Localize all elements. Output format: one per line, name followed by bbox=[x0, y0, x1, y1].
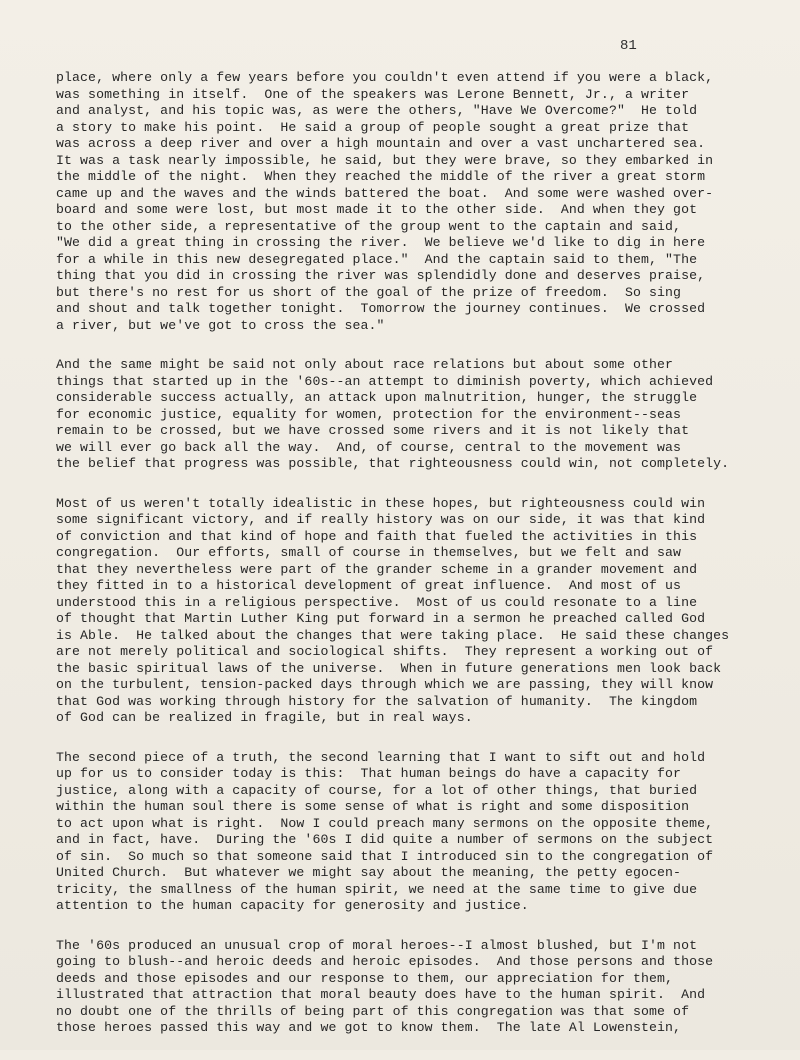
text-line: Most of us weren't totally idealistic in these hopes, but righteousness could win bbox=[56, 495, 706, 511]
text-line: deeds and those episodes and our response to them, our appreciation for them, bbox=[56, 970, 674, 986]
text-line: "We did a great thing in crossing the river. We believe we'd like to dig in here bbox=[56, 235, 706, 250]
text-line: considerable success actually, an attack upon malnutrition, hunger, the struggle bbox=[56, 390, 698, 405]
text-line: attention to the human capacity for generosity and justice. bbox=[56, 898, 529, 913]
paragraph bbox=[56, 750, 756, 915]
text-line: for a while in this new desegregated place." And the captain said to them, "The bbox=[56, 251, 698, 267]
text-line: and analyst, and his topic was, as were the others, "Have We Overcome?" He told bbox=[56, 103, 698, 118]
text-line: that God was working through history for the salvation of humanity. The kingdom bbox=[56, 693, 698, 709]
paragraph bbox=[56, 70, 756, 334]
page-number: 81 bbox=[620, 38, 637, 54]
text-line: we will ever go back all the way. And, of course, central to the movement was bbox=[56, 439, 682, 455]
paragraph bbox=[56, 357, 756, 473]
text-line: of conviction and that kind of hope and faith that fueled the activities in this bbox=[56, 528, 698, 544]
text-line: of God can be realized in fragile, but in real ways. bbox=[56, 710, 473, 725]
text-line: no doubt one of the thrills of being part of this congregation was that some of bbox=[56, 1003, 690, 1019]
text-line: going to blush--and heroic deeds and heroic episodes. And those persons and those bbox=[56, 954, 714, 969]
text-line: justice, along with a capacity of course, for a lot of other things, that buried bbox=[56, 782, 698, 798]
paragraph bbox=[56, 496, 756, 727]
text-line: congregation. Our efforts, small of course in themselves, but we felt and saw bbox=[56, 545, 682, 560]
text-line: remain to be crossed, but we have crossed some rivers and it is not likely that bbox=[56, 423, 690, 438]
text-line: tricity, the smallness of the human spirit, we need at the same time to give due bbox=[56, 881, 698, 897]
text-line: the belief that progress was possible, that righteousness could win, not completely. bbox=[56, 456, 730, 471]
text-line: came up and the waves and the winds battered the boat. And some were washed over- bbox=[56, 185, 714, 201]
text-line: It was a task nearly impossible, he said, but they were brave, so they embarked in bbox=[56, 152, 714, 168]
text-line: that they nevertheless were part of the grander scheme in a grander movement and bbox=[56, 561, 698, 577]
text-line: place, where only a few years before you couldn't even attend if you were a black, bbox=[56, 70, 714, 85]
text-line: things that started up in the '60s--an attempt to diminish poverty, which achieved bbox=[56, 373, 714, 389]
paragraph bbox=[56, 938, 756, 1037]
text-line: for economic justice, equality for women, protection for the environment--seas bbox=[56, 406, 682, 422]
text-line: to act upon what is right. Now I could preach many sermons on the opposite theme, bbox=[56, 815, 714, 831]
text-line: up for us to consider today is this: That human beings do have a capacity for bbox=[56, 766, 682, 781]
text-line: the basic spiritual laws of the universe. When in future generations men look back bbox=[56, 660, 722, 676]
text-line: on the turbulent, tension-packed days through which we are passing, they will know bbox=[56, 677, 714, 692]
text-line: United Church. But whatever we might say about the meaning, the petty egocen- bbox=[56, 865, 682, 880]
text-line: and shout and talk together tonight. Tomorrow the journey continues. We crossed bbox=[56, 301, 706, 316]
text-line: was across a deep river and over a high mountain and over a vast unchartered sea. bbox=[56, 136, 706, 151]
text-line: and in fact, have. During the '60s I did quite a number of sermons on the subject bbox=[56, 832, 714, 847]
text-line: board and some were lost, but most made it to the other side. And when they got bbox=[56, 202, 698, 217]
text-line: but there's no rest for us short of the goal of the prize of freedom. So sing bbox=[56, 284, 682, 300]
text-line: some significant victory, and if really history was on our side, it was that kind bbox=[56, 512, 706, 527]
text-line: And the same might be said not only about race relations but about some other bbox=[56, 357, 674, 372]
text-line: to the other side, a representative of the group went to the captain and said, bbox=[56, 218, 682, 234]
text-line: the middle of the night. When they reached the middle of the river a great storm bbox=[56, 169, 706, 184]
text-line: of sin. So much so that someone said that I introduced sin to the congregation of bbox=[56, 848, 714, 864]
text-line: within the human soul there is some sense of what is right and some disposition bbox=[56, 799, 690, 814]
text-line: those heroes passed this way and we got to know them. The late Al Lowenstein, bbox=[56, 1020, 682, 1035]
text-line: of thought that Martin Luther King put forward in a sermon he preached called God bbox=[56, 611, 706, 626]
body-text bbox=[56, 70, 756, 1060]
text-line: The second piece of a truth, the second learning that I want to sift out and hold bbox=[56, 749, 706, 765]
text-line: illustrated that attraction that moral beauty does have to the human spirit. And bbox=[56, 987, 706, 1002]
text-line: they fitted in to a historical development of great influence. And most of us bbox=[56, 578, 682, 593]
text-line: are not merely political and sociological shifts. They represent a working out of bbox=[56, 644, 714, 659]
text-line: understood this in a religious perspective. Most of us could resonate to a line bbox=[56, 594, 698, 610]
text-line: a river, but we've got to cross the sea." bbox=[56, 317, 385, 333]
text-line: was something in itself. One of the speakers was Lerone Bennett, Jr., a writer bbox=[56, 86, 690, 102]
text-line: The '60s produced an unusual crop of moral heroes--I almost blushed, but I'm not bbox=[56, 937, 698, 953]
text-line: a story to make his point. He said a group of people sought a great prize that bbox=[56, 119, 690, 135]
text-line: thing that you did in crossing the river was splendidly done and deserves praise, bbox=[56, 268, 706, 283]
text-line: is Able. He talked about the changes that were taking place. He said these changes bbox=[56, 627, 730, 643]
